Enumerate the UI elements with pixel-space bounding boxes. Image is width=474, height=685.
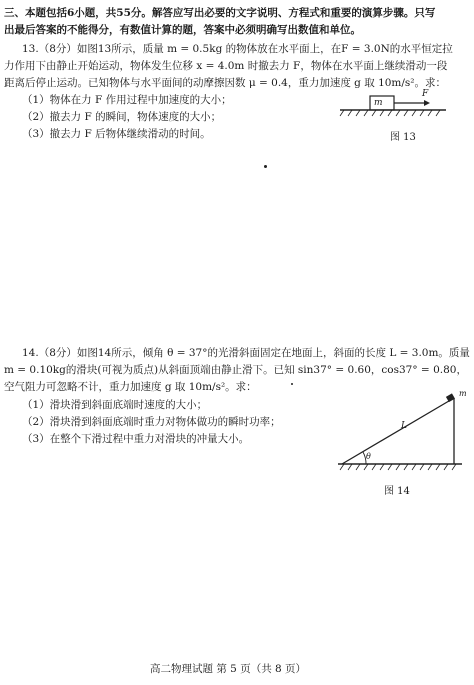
figure-14-incline-diagram [338,388,468,478]
q13-line-3: 距离后停止运动。已知物体与水平面间的动摩擦因数 μ = 0.4，重力加速度 g 取 10m/s²。求： [4,77,447,89]
ground-hatching [340,110,440,116]
q13-item-3: （3）撤去力 F 后物体继续滑动的时间。 [22,128,211,140]
ground-hatching [340,464,456,470]
scan-speck [291,383,293,385]
q14-item-2: （2）滑块滑到斜面底端时重力对物体做功的瞬时功率； [22,416,281,428]
figure-14-angle-label: θ [366,452,371,461]
scan-speck [264,165,267,168]
figure-13-diagram [340,86,450,126]
figure-14-caption: 图 14 [384,486,410,497]
q14-line-3: 空气阻力可忽略不计，重力加速度 g 取 10m/s²。求： [4,381,257,393]
force-arrow-head [424,100,430,106]
page-footer: 高二物理试题 第 5 页（共 8 页） [150,663,307,675]
figure-13-caption: 图 13 [390,132,416,143]
q14-item-3: （3）在整个下滑过程中重力对滑块的冲量大小。 [22,433,250,445]
q13-item-2: （2）撤去力 F 的瞬间，物体速度的大小； [22,111,222,123]
q13-line-2: 力作用下由静止开始运动，物体发生位移 x = 4.0m 时撤去力 F，物体在水平面上继续滑动一段 [4,60,448,72]
figure-14-mass-label: m [459,389,467,398]
q14-line-2: m = 0.10kg的滑块(可视为质点)从斜面顶端由静止滑下。已知 sin37° = 0.60，cos37° = 0.80， [4,364,467,376]
q14-item-1: （1）滑块滑到斜面底端时速度的大小； [22,399,208,411]
q14-line-1: 14.（8分）如图14所示，倾角 θ = 37°的光滑斜面固定在地面上，斜面的长度 L = 3.0m。质量 [22,347,470,359]
section-instructions-line-2: 出最后答案的不能得分，有数值计算的题，答案中必须明确写出数值和单位。 [4,24,361,36]
section-instructions-line-1: 三、本题包括6小题，共55分。解答应写出必要的文字说明、方程式和重要的演算步骤。只写 [4,7,436,19]
incline-surface [342,398,454,464]
figure-13-mass-label: m [374,98,383,108]
q13-line-1: 13.（8分）如图13所示，质量 m = 0.5kg 的物体放在水平面上，在F = 3.0N的水平恒定拉 [22,43,453,55]
figure-13-force-label: F [422,89,429,99]
figure-14-length-label: L [401,421,407,431]
q13-item-1: （1）物体在力 F 作用过程中加速度的大小； [22,94,232,106]
